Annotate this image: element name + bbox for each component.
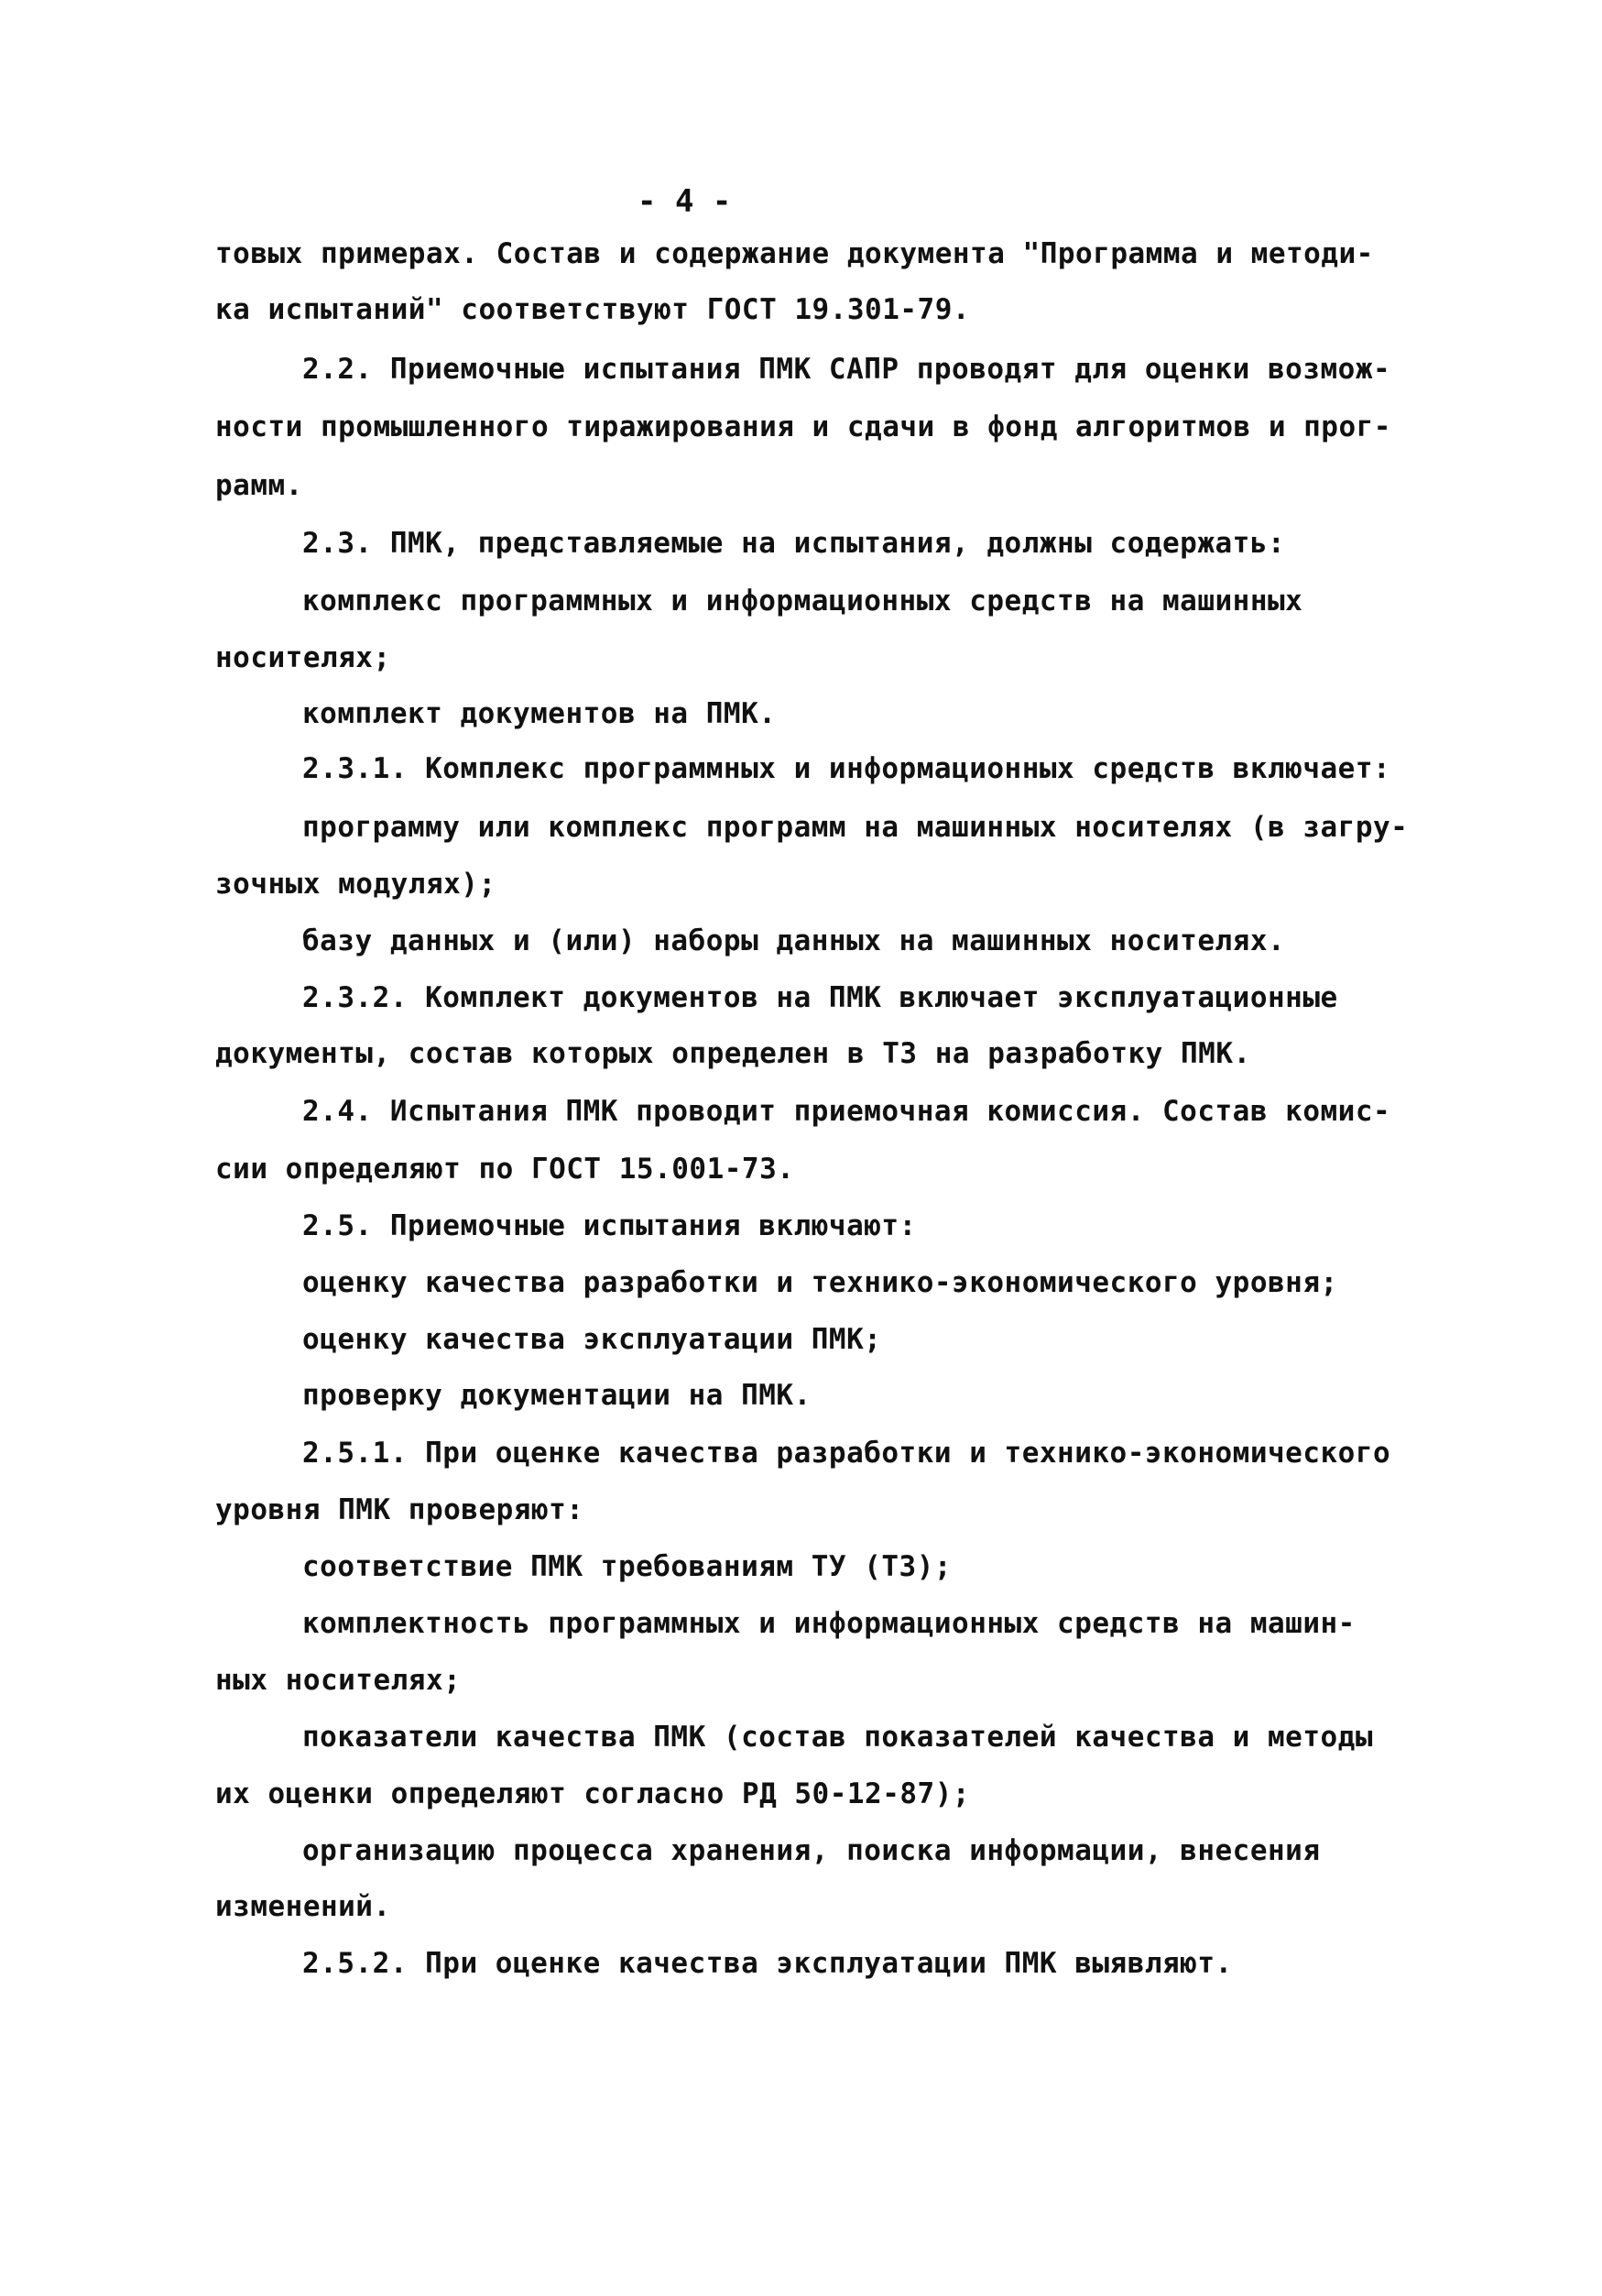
text-line: 2.5. Приемочные испытания включают: xyxy=(302,1209,917,1242)
text-line: изменений. xyxy=(215,1890,391,1923)
text-line: оценку качества разработки и технико-экономического уровня; xyxy=(302,1266,1338,1299)
text-line: ности промышленного тиражирования и сдачи в фонд алгоритмов и прог- xyxy=(215,410,1391,443)
text-line: товых примерах. Состав и содержание документа "Программа и методи- xyxy=(215,237,1374,270)
text-line: 2.3. ПМК, представляемые на испытания, должны содержать: xyxy=(302,527,1286,560)
text-line: зочных модулях); xyxy=(215,868,496,901)
text-line: ка испытаний" соответствуют ГОСТ 19.301-79. xyxy=(215,293,971,326)
text-line: программу или комплекс программ на машинных носителях (в загру- xyxy=(302,811,1409,844)
text-line: организацию процесса хранения, поиска информации, внесения xyxy=(302,1834,1321,1867)
page-number: - 4 - xyxy=(638,183,732,220)
text-line: 2.3.2. Комплект документов на ПМК включает эксплуатационные xyxy=(302,981,1338,1014)
text-line: 2.5.2. При оценке качества эксплуатации ПМК выявляют. xyxy=(302,1947,1233,1980)
text-line: 2.4. Испытания ПМК проводит приемочная комиссия. Состав комис- xyxy=(302,1095,1391,1128)
text-line: их оценки определяют согласно РД 50-12-87); xyxy=(215,1777,971,1810)
text-line: уровня ПМК проверяют: xyxy=(215,1493,584,1526)
text-line: рамм. xyxy=(215,469,303,502)
text-line: базу данных и (или) наборы данных на машинных носителях. xyxy=(302,924,1286,957)
text-line: документы, состав которых определен в ТЗ на разработку ПМК. xyxy=(215,1037,1251,1070)
text-line: ных носителях; xyxy=(215,1664,462,1697)
text-line: комплектность программных и информационных средств на машин- xyxy=(302,1607,1356,1640)
text-line: соответствие ПМК требованиям ТУ (ТЗ); xyxy=(302,1550,953,1583)
text-line: сии определяют по ГОСТ 15.001-73. xyxy=(215,1153,795,1186)
text-line: комплекс программных и информационных средств на машинных xyxy=(302,585,1303,618)
text-line: показатели качества ПМК (состав показателей качества и методы xyxy=(302,1721,1373,1754)
text-line: проверку документации на ПМК. xyxy=(302,1379,812,1412)
text-line: 2.2. Приемочные испытания ПМК САПР проводят для оценки возмож- xyxy=(302,353,1391,386)
text-line: 2.3.1. Комплекс программных и информационных средств включает: xyxy=(302,752,1391,785)
text-line: комплект документов на ПМК. xyxy=(302,697,777,730)
text-line: оценку качества эксплуатации ПМК; xyxy=(302,1323,882,1356)
text-line: 2.5.1. При оценке качества разработки и технико-экономического xyxy=(302,1437,1391,1470)
text-line: носителях; xyxy=(215,641,391,674)
